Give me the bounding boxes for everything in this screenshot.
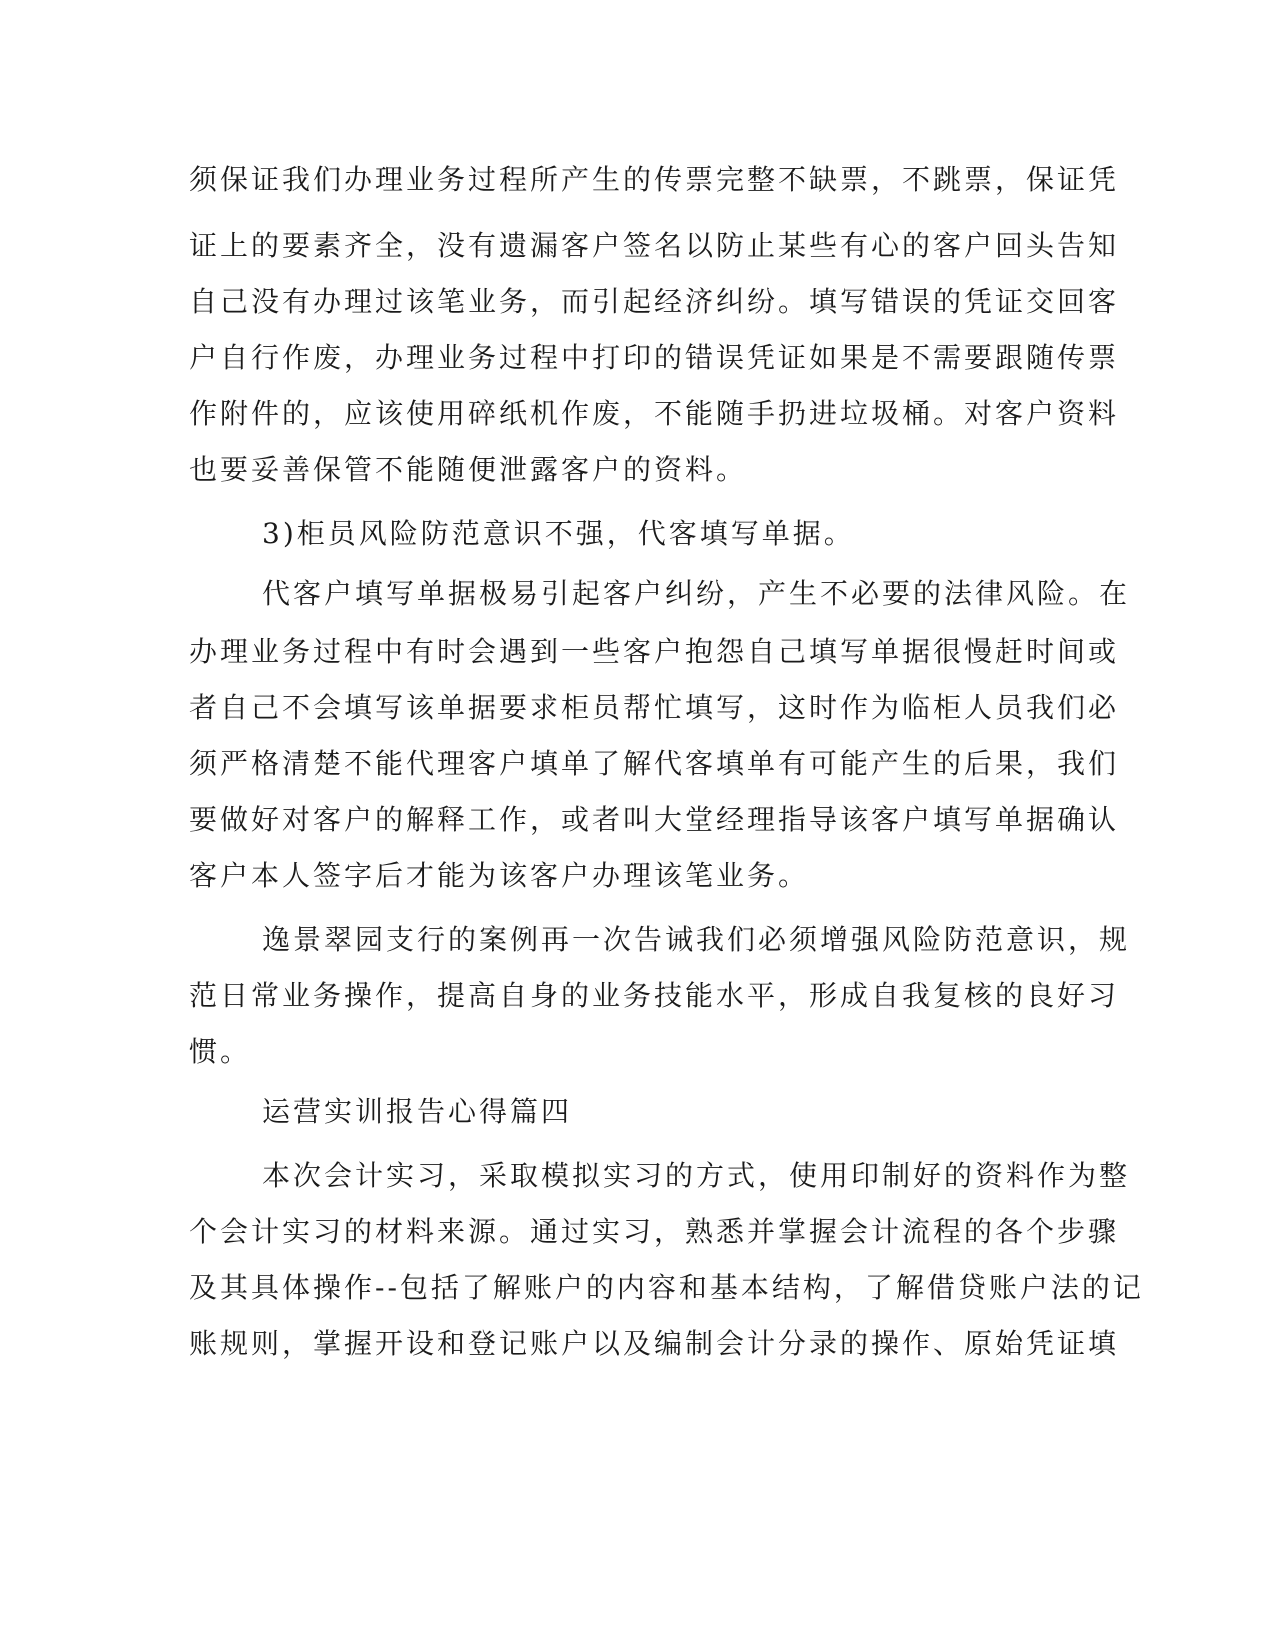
text-line: 范日常业务操作，提高自身的业务技能水平，形成自我复核的良好习 bbox=[189, 979, 1120, 1012]
text-line: 账规则，掌握开设和登记账户以及编制会计分录的操作、原始凭证填 bbox=[189, 1327, 1120, 1360]
text-line: 证上的要素齐全，没有遗漏客户签名以防止某些有心的客户回头告知 bbox=[189, 229, 1120, 262]
text-line: 办理业务过程中有时会遇到一些客户抱怨自己填写单据很慢赶时间或 bbox=[189, 635, 1120, 668]
text-line: 客户本人签字后才能为该客户办理该笔业务。 bbox=[189, 859, 810, 892]
text-line: 代客户填写单据极易引起客户纠纷，产生不必要的法律风险。在 bbox=[262, 577, 1131, 610]
text-line: 要做好对客户的解释工作，或者叫大堂经理指导该客户填写单据确认 bbox=[189, 803, 1120, 836]
text-line: 及其具体操作--包括了解账户的内容和基本结构，了解借贷账户法的记 bbox=[189, 1271, 1144, 1304]
text-line: 作附件的，应该使用碎纸机作废，不能随手扔进垃圾桶。对客户资料 bbox=[189, 397, 1120, 430]
text-line: 户自行作废，办理业务过程中打印的错误凭证如果是不需要跟随传票 bbox=[189, 341, 1120, 374]
text-line: 自己没有办理过该笔业务，而引起经济纠纷。填写错误的凭证交回客 bbox=[189, 285, 1120, 318]
section-subheading: 3)柜员风险防范意识不强，代客填写单据。 bbox=[262, 517, 855, 550]
text-line: 者自己不会填写该单据要求柜员帮忙填写，这时作为临柜人员我们必 bbox=[189, 691, 1120, 724]
text-line: 也要妥善保管不能随便泄露客户的资料。 bbox=[189, 453, 748, 486]
text-line: 须保证我们办理业务过程所产生的传票完整不缺票，不跳票，保证凭 bbox=[189, 163, 1120, 196]
text-line: 个会计实习的材料来源。通过实习，熟悉并掌握会计流程的各个步骤 bbox=[189, 1215, 1120, 1248]
text-line: 惯。 bbox=[189, 1035, 252, 1068]
section-heading: 运营实训报告心得篇四 bbox=[262, 1095, 573, 1128]
text-line: 本次会计实习，采取模拟实习的方式，使用印制好的资料作为整 bbox=[262, 1159, 1131, 1192]
text-line: 须严格清楚不能代理客户填单了解代客填单有可能产生的后果，我们 bbox=[189, 747, 1120, 780]
text-line: 逸景翠园支行的案例再一次告诫我们必须增强风险防范意识，规 bbox=[262, 923, 1131, 956]
